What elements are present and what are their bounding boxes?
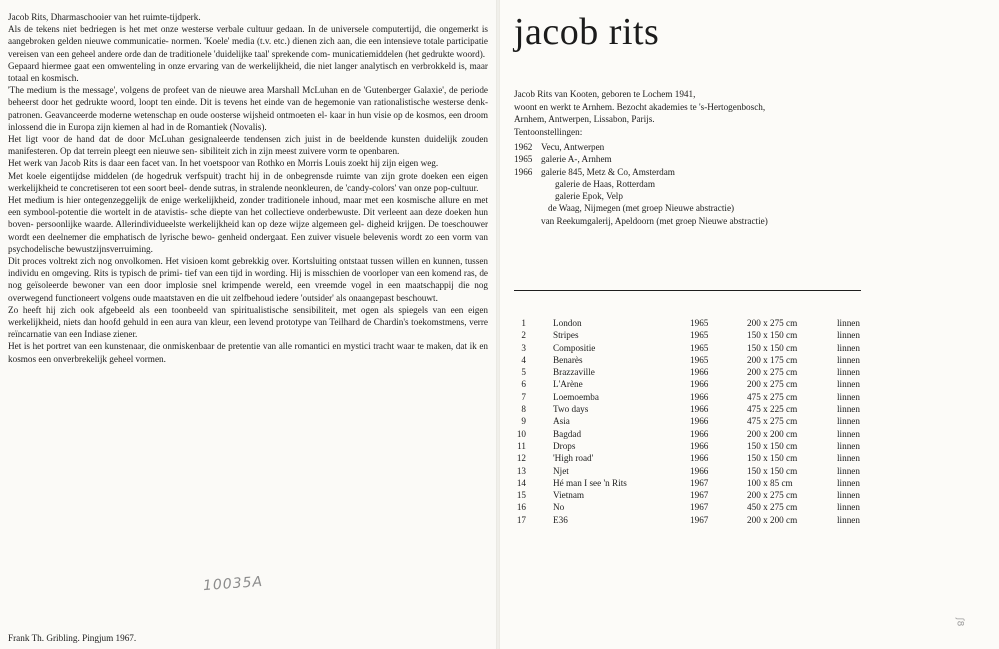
work-number: 15	[516, 490, 526, 501]
work-number: 1	[521, 318, 526, 328]
right-page	[500, 0, 999, 649]
work-year: 1966	[690, 391, 709, 402]
work-number: 12	[516, 453, 526, 464]
work-year: 1966	[690, 367, 709, 378]
work-year: 1966	[690, 404, 709, 415]
work-dimensions: 200 x 275 cm	[747, 318, 798, 328]
work-medium: linnen	[837, 514, 860, 525]
work-title: Drops	[553, 440, 576, 451]
essay-line: einde. Dit is tevens het einde van de hegemonie van rationalistische westerse denk-	[174, 97, 489, 108]
work-number: 10	[516, 428, 526, 439]
work-title: Asia	[553, 416, 570, 427]
work-year: 1965	[690, 330, 709, 341]
essay-line: ontstaat tussen willen en kunnen, tussen individu en omgeving. Rits is typisch de primi-	[8, 256, 489, 279]
work-year: 1965	[690, 318, 709, 328]
work-dimensions: 200 x 200 cm	[747, 428, 798, 439]
exhibition-name: galerie A-, Arnhem	[541, 154, 612, 165]
bio-line: Jacob Rits van Kooten, geboren te Lochem 1941,	[514, 89, 696, 99]
work-year: 1967	[690, 490, 709, 501]
work-title: Loemoemba	[553, 391, 599, 402]
work-number: 2	[521, 330, 526, 341]
handwritten-inventory-number: 10035A	[202, 573, 264, 595]
essay-line: in een maatschappij die nog overwegend functioneert volgens oude maatstaven en die	[8, 280, 489, 303]
work-row	[500, 415, 999, 427]
work-row	[500, 391, 999, 403]
work-dimensions: 475 x 275 cm	[747, 416, 798, 427]
work-number: 17	[516, 514, 526, 525]
exhibition-name: galerie Epok, Velp	[555, 191, 623, 202]
work-dimensions: 100 x 85 cm	[747, 477, 793, 488]
essay-line: maar met een kosmische allure en met een symbool-potentie die wortelt in de atavistis-	[8, 195, 489, 218]
work-row	[500, 501, 999, 513]
work-title: 'High road'	[553, 453, 594, 464]
exhibition-name: van Reekumgalerij, Apeldoorn (met groep Nieuwe abstractie)	[541, 215, 768, 226]
work-year: 1965	[690, 342, 709, 353]
essay-line: in de Romantiek (Novalis).	[166, 121, 267, 132]
work-medium: linnen	[837, 330, 860, 341]
works-list	[500, 317, 999, 526]
work-number: 3	[521, 342, 526, 353]
exhibition-name: galerie de Haas, Rotterdam	[555, 178, 655, 189]
essay-paragraph	[8, 170, 488, 194]
work-year: 1966	[690, 416, 709, 427]
work-medium: linnen	[837, 453, 860, 464]
work-medium: linnen	[837, 502, 860, 513]
essay-line: Als de tekens niet bedriegen is het met onze westerse verbale cultuur gedaan. In de	[8, 24, 328, 35]
essay-line: sibiliteit zich in zijn meest zuivere vorm te openbaren.	[199, 146, 400, 157]
work-dimensions: 200 x 200 cm	[747, 514, 798, 525]
work-medium: linnen	[837, 490, 860, 501]
work-dimensions: 200 x 275 cm	[747, 490, 798, 501]
work-number: 14	[516, 477, 526, 488]
essay-line: kleur, een levend prototype van Teilhard de Chardin's toekomstmens, verre reïncarnatie	[8, 317, 489, 340]
work-medium: linnen	[837, 477, 860, 488]
work-row	[500, 477, 999, 489]
work-number: 13	[516, 465, 526, 476]
work-number: 11	[517, 440, 526, 451]
essay-line: universele computertijd, die ongemerkt is aangebroken gelden nieuwe communicatie-	[8, 24, 489, 47]
corner-mark: ʃ8	[954, 617, 965, 627]
work-row	[500, 317, 999, 329]
essay-line: uit zelfbehoud iedere 'outsider' als onaangepast beschouwt.	[221, 292, 438, 303]
section-divider	[514, 290, 861, 291]
work-title: Stripes	[553, 330, 579, 341]
work-dimensions: 200 x 275 cm	[747, 367, 798, 378]
essay-line: beeldende kunsten duidelijk zouden manifesteren. Op dat terrein pleegt een nieuwe sen-	[8, 134, 489, 157]
essay-line: vereisen van een geheel andere orde dan de traditionele 'duidelijke taal' sprekende com-	[8, 48, 331, 59]
work-title: E36	[553, 514, 568, 525]
essay-line: Het werk van Jacob Rits is daar een facet van. In het voetspoor van Rothko en Morris	[8, 158, 323, 169]
essay-line: 'The medium is the message', volgens de profeet van de nieuwe area Marshall McLuhan	[8, 85, 338, 96]
work-row	[500, 514, 999, 526]
work-title: Two days	[553, 404, 589, 415]
work-row	[500, 465, 999, 477]
essay-line: genheid ondergaat. Een zuiver visuele belevenis wordt zo een vorm van psychodelische	[8, 231, 488, 254]
work-year: 1967	[690, 514, 709, 525]
essay-line: van een Indiase ziener.	[53, 329, 138, 340]
work-medium: linnen	[837, 428, 860, 439]
essay-line: Het medium is hier ontegenzeggelijk de enige werkelijkheid, zonder traditionele inhoud,	[8, 195, 341, 206]
essay-paragraph	[8, 194, 488, 255]
work-title: Vietnam	[553, 490, 585, 501]
work-row	[500, 452, 999, 464]
essay-paragraph	[8, 304, 488, 341]
work-dimensions: 150 x 150 cm	[747, 453, 798, 464]
work-medium: linnen	[837, 367, 860, 378]
essay-line: Dit proces voltrekt zich nog onvolkomen. Het visioen komt gebrekkig over. Kortsluiting	[8, 256, 337, 267]
bio-line: woont en werkt te Arnhem. Bezocht akademies te 's-Hertogenbosch,	[514, 101, 766, 112]
essay-line: ruimte van zijn grote doeken een eigen werkelijkheid te concretiseren tot een soort beel-	[8, 170, 488, 193]
work-number: 5	[521, 367, 526, 378]
work-dimensions: 150 x 150 cm	[747, 342, 798, 353]
work-year: 1966	[690, 379, 709, 390]
essay-line: digheid krijgen. De toeschouwer wordt een deelnemer die emphatisch de lyrische bewo-	[8, 219, 489, 242]
bio-line: Tentoonstellingen:	[514, 126, 583, 137]
essay-line: Zo heeft hij zich ook afgebeeld als een toonbeeld van spiritualistische sensibiliteit, met	[8, 304, 357, 315]
author-signature-line: Frank Th. Gribling. Pingjum 1967.	[8, 633, 137, 643]
work-title: Brazzaville	[553, 367, 595, 378]
exhibition-year: 1962	[514, 142, 533, 152]
work-dimensions: 475 x 225 cm	[747, 404, 798, 415]
work-year: 1966	[690, 465, 709, 476]
left-page	[0, 0, 496, 649]
essay-paragraph	[8, 157, 488, 169]
bio-line: Arnhem, Antwerpen, Lissabon, Parijs.	[514, 114, 655, 124]
work-title: Benarès	[553, 354, 583, 365]
work-title: Hé man I see 'n Rits	[553, 477, 627, 488]
work-medium: linnen	[837, 404, 860, 415]
essay-line: ogen als spiegels van een eigen werkelijkheid, niets dan hoofd gehuld in een aura van	[8, 304, 489, 328]
work-title: London	[553, 318, 582, 328]
work-row	[500, 440, 999, 452]
exhibition-name: de Waag, Nijmegen (met groep Nieuwe abstractie)	[548, 203, 735, 214]
artist-bio	[514, 88, 765, 138]
exhibition-year: 1965	[514, 154, 533, 165]
essay-line: Jacob Rits, Dharmaschooier van het ruimte-tijdperk.	[8, 12, 201, 22]
essay-line: tief van een tijd in wording. Hij is misschien de voorloper van een komend ras, de nog	[8, 268, 489, 291]
work-row	[500, 329, 999, 341]
work-number: 6	[521, 379, 526, 390]
essay-line: Het is het portret van een kunstenaar, die onmiskenbaar de pretentie van alle romantici	[8, 341, 330, 352]
work-medium: linnen	[837, 465, 860, 476]
essay-line: en mystici tracht waar te maken, dat ik en kosmos een onverbrekelijk geheel vormen.	[8, 341, 489, 364]
exhibition-year: 1966	[514, 166, 533, 177]
work-row	[500, 354, 999, 366]
work-medium: linnen	[837, 416, 860, 427]
work-title: L'Arène	[553, 379, 583, 390]
work-row	[500, 366, 999, 378]
essay-paragraph	[8, 23, 488, 60]
essay-line: Gepaard hiermee gaat een omwenteling in onze ervaring van de werkelijkheid, die niet	[8, 60, 332, 71]
essay-line: en de 'Gutenberger Galaxie', de periode beheerst door het gedrukte woord, loopt ten	[8, 85, 489, 108]
essay-line: sche diepte van het collectieve onderbewuste. Dit verleent aan deze doeken hun boven-	[8, 207, 489, 230]
artist-title: jacob rits	[514, 11, 660, 53]
work-row	[500, 489, 999, 501]
essay-line: Met koele eigentijdse middelen (de hogedruk verfspuit) tracht hij in de onbegrensde	[8, 170, 333, 181]
work-dimensions: 475 x 275 cm	[747, 391, 798, 402]
work-row	[500, 378, 999, 390]
work-medium: linnen	[837, 440, 860, 451]
essay-line: municatiemiddelen (het gedrukte woord).	[332, 48, 486, 59]
work-medium: linnen	[837, 342, 860, 353]
work-title: No	[553, 502, 565, 513]
work-row	[500, 428, 999, 440]
work-medium: linnen	[837, 391, 860, 402]
essay-line: patronen. Geavanceerde moderne wetenschap en oude oosterse wijsheid ontmoeten el-	[8, 109, 328, 120]
work-row	[500, 342, 999, 354]
essay-line: Louis zoekt hij zijn eigen weg.	[324, 158, 439, 169]
work-number: 8	[521, 404, 526, 415]
work-title: Njet	[553, 465, 569, 476]
work-medium: linnen	[837, 318, 860, 328]
work-dimensions: 150 x 150 cm	[747, 465, 798, 476]
work-dimensions: 450 x 275 cm	[747, 502, 798, 513]
exhibition-name: Vecu, Antwerpen	[541, 142, 605, 152]
work-number: 7	[521, 391, 526, 402]
essay-line: kaar in hun visie op de kosmos, een droom inlossend die in Europa zijn kiemen al had	[8, 109, 489, 132]
exhibition-name: galerie 845, Metz & Co, Amsterdam	[541, 166, 675, 177]
essay-line: geïsoleerde bewoner van een door implosie snel krimpende wereld, een vreemde vogel	[26, 280, 372, 291]
essay-line: normen. 'Koele' media (t.v. etc.) dienen zich aan, die een intensieve totale participatie	[171, 36, 489, 47]
work-row	[500, 403, 999, 415]
essay-paragraph	[8, 84, 488, 133]
work-year: 1966	[690, 440, 709, 451]
work-year: 1967	[690, 477, 709, 488]
work-medium: linnen	[837, 354, 860, 365]
work-dimensions: 150 x 150 cm	[747, 330, 798, 341]
work-dimensions: 150 x 150 cm	[747, 440, 798, 451]
work-year: 1966	[690, 428, 709, 439]
essay-line: langer analytisch en verbrokkeld is, maar totaal en kosmisch.	[8, 60, 488, 84]
essay-line: dende sutras, in stralende neonkleuren, de 'candy-colors' van onze pop-cultuur.	[189, 182, 479, 193]
work-year: 1966	[690, 453, 709, 464]
essay-line: persoonlijke waarde. Allerindividueelste werkelijkheid kan op deze wijze algemeen gel-	[36, 219, 365, 230]
work-dimensions: 200 x 275 cm	[747, 379, 798, 390]
essay-paragraph	[8, 340, 488, 364]
essay-paragraph	[8, 60, 488, 84]
essay-line: bewustzijnsverruiming.	[66, 243, 153, 254]
work-year: 1967	[690, 502, 709, 513]
essay-text	[8, 11, 488, 365]
work-number: 4	[521, 354, 526, 365]
work-medium: linnen	[837, 379, 860, 390]
work-title: Bagdad	[553, 428, 582, 439]
essay-paragraph	[8, 255, 488, 304]
work-number: 9	[521, 416, 526, 427]
work-dimensions: 200 x 175 cm	[747, 354, 798, 365]
work-title: Compositie	[553, 342, 596, 353]
essay-paragraph	[8, 133, 488, 157]
work-year: 1965	[690, 354, 709, 365]
work-number: 16	[516, 502, 526, 513]
essay-line: Het ligt voor de hand dat de door McLuhan gesignaleerde tendensen zich juist in de	[8, 134, 346, 145]
essay-paragraph	[8, 11, 488, 23]
